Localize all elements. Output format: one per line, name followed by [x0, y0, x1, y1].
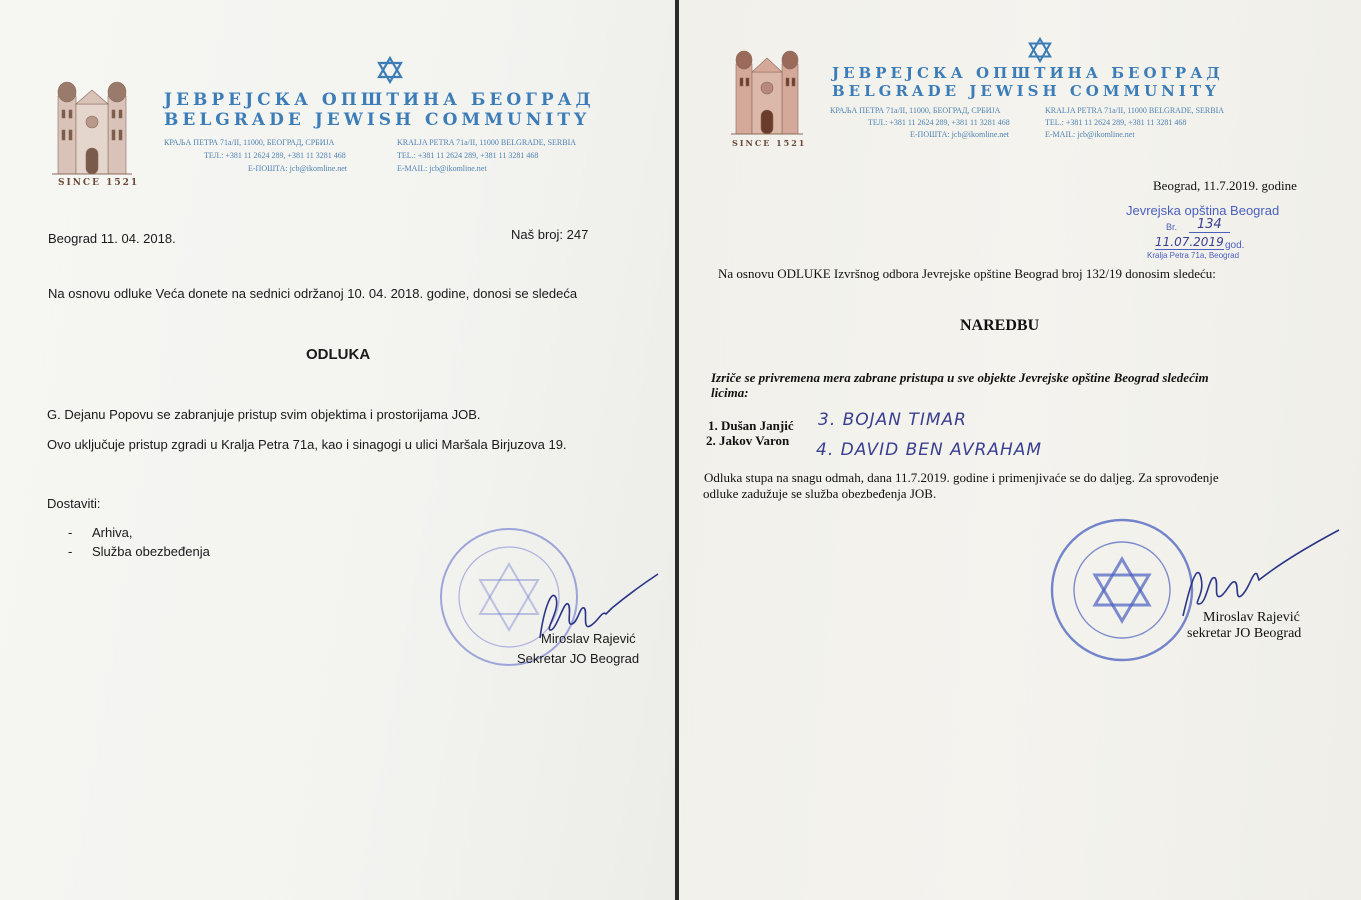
address-english-line1: KRALJA PETRA 71a/II, 11000 BELGRADE, SERBIA — [1045, 106, 1225, 115]
star-of-david-icon — [1027, 37, 1053, 63]
synagogue-logo-icon — [52, 70, 142, 188]
address-cyrillic-line1: КРАЉА ПЕТРА 71а/II, 11000, БЕОГРАД, СРБИЈА — [830, 106, 1001, 115]
deliver-item-dash-1: - — [68, 525, 73, 540]
address-english-line2: TEL.: +381 11 2624 289, +381 11 3281 468 — [397, 151, 539, 160]
handwritten-person-entry: 3. BOJAN TIMAR — [818, 410, 967, 430]
address-cyrillic-line2: ТЕЛ.: +381 11 2624 289, +381 11 3281 468 — [868, 118, 1010, 127]
letterhead-title-cyrillic: ЈЕВРЕЈСКА ОПШТИНА БЕОГРАД — [164, 90, 595, 110]
effect-text-line2: odluke zadužuje se služba obezbeđenja JOB. — [703, 486, 937, 501]
person-entry: 1. Dušan Janjić — [708, 418, 794, 433]
address-cyrillic-line3: Е-ПОШТА: jcb@ikomline.net — [248, 164, 348, 173]
letterhead-title-english: BELGRADE JEWISH COMMUNITY — [164, 110, 591, 130]
deliver-item: Arhiva, — [92, 525, 133, 540]
signer-title: Sekretar JO Beograd — [517, 651, 640, 666]
address-cyrillic-line3: Е-ПОШТА: jcb@ikomline.net — [910, 130, 1010, 139]
letterhead-title-cyrillic: ЈЕВРЕЈСКА ОПШТИНА БЕОГРАД — [832, 64, 1224, 82]
community-stamp-icon — [1047, 515, 1197, 665]
address-cyrillic-line2: ТЕЛ.: +381 11 2624 289, +381 11 3281 468 — [204, 151, 346, 160]
registration-stamp-org: Jevrejska opština Beograd — [1126, 203, 1280, 218]
effect-text-line1: Odluka stupa na snagu odmah, dana 11.7.2019. godine i primenjivaće se do daljeg. Za sprovođenje — [704, 470, 1219, 485]
deliver-item: Služba obezbeđenja — [92, 544, 210, 559]
person-entry: 2. Jakov Varon — [706, 433, 790, 448]
synagogue-logo-icon — [731, 40, 811, 148]
measure-text-line2: licima: — [711, 385, 749, 400]
document-heading: ODLUKA — [306, 346, 371, 363]
decision-paragraph-2: Ovo uključuje pristup zgradi u Kralja Petra 71a, kao i sinagogi u ulici Maršala Birjuzova 19. — [47, 437, 567, 452]
document-odluka — [0, 0, 675, 900]
measure-text-line1: Izriče se privremena mera zabrane pristupa u sve objekte Jevrejske opštine Beograd sledećim — [711, 370, 1209, 385]
document-date: Beograd, 11.7.2019. godine — [1153, 178, 1297, 193]
intro-text: Na osnovu odluke Veća donete na sednici održanoj 10. 04. 2018. godine, donosi se sledeća — [48, 286, 578, 301]
address-english-line3: E-MAIL: jcb@ikomline.net — [1045, 130, 1135, 139]
document-naredbu — [679, 0, 1361, 900]
address-english-line1: KRALJA PETRA 71a/II, 11000 BELGRADE, SERBIA — [397, 138, 577, 147]
document-date: Beograd 11. 04. 2018. — [48, 231, 176, 246]
reference-number: Naš broj: 247 — [511, 227, 589, 242]
address-english-line2: TEL.: +381 11 2624 289, +381 11 3281 468 — [1045, 118, 1187, 127]
deliver-label: Dostaviti: — [47, 496, 101, 511]
signer-name: Miroslav Rajević — [541, 631, 636, 646]
letterhead-title-english: BELGRADE JEWISH COMMUNITY — [832, 82, 1220, 100]
handwritten-person-entry: 4. DAVID BEN AVRAHAM — [816, 440, 1043, 460]
decision-paragraph-1: G. Dejanu Popovu se zabranjuje pristup svim objektima i prostorijama JOB. — [47, 407, 481, 422]
registration-stamp-br-label: Br. — [1166, 222, 1178, 232]
registration-stamp-br-value: 134 — [1189, 217, 1230, 233]
signer-title: sekretar JO Beograd — [1187, 626, 1302, 641]
registration-stamp-god: god. — [1225, 240, 1245, 251]
since-label: SINCE 1521 — [732, 138, 807, 148]
since-label: SINCE 1521 — [58, 178, 140, 188]
registration-stamp-date: 11.07.2019 — [1155, 235, 1224, 249]
intro-text: Na osnovu ODLUKE Izvršnog odbora Jevrejske opštine Beograd broj 132/19 donosim sledeću: — [718, 266, 1216, 281]
deliver-item-dash-2: - — [68, 544, 73, 559]
signature-icon — [1179, 520, 1359, 620]
signer-name: Miroslav Rajević — [1203, 610, 1300, 625]
address-cyrillic-line1: КРАЉА ПЕТРА 71а/II, 11000, БЕОГРАД, СРБИЈА — [164, 138, 335, 147]
star-of-david-icon — [376, 56, 404, 84]
address-english-line3: E-MAIL: jcb@ikomline.net — [397, 164, 487, 173]
registration-stamp-address: Kralja Petra 71a, Beograd — [1147, 251, 1240, 260]
document-heading: NAREDBU — [960, 317, 1040, 334]
